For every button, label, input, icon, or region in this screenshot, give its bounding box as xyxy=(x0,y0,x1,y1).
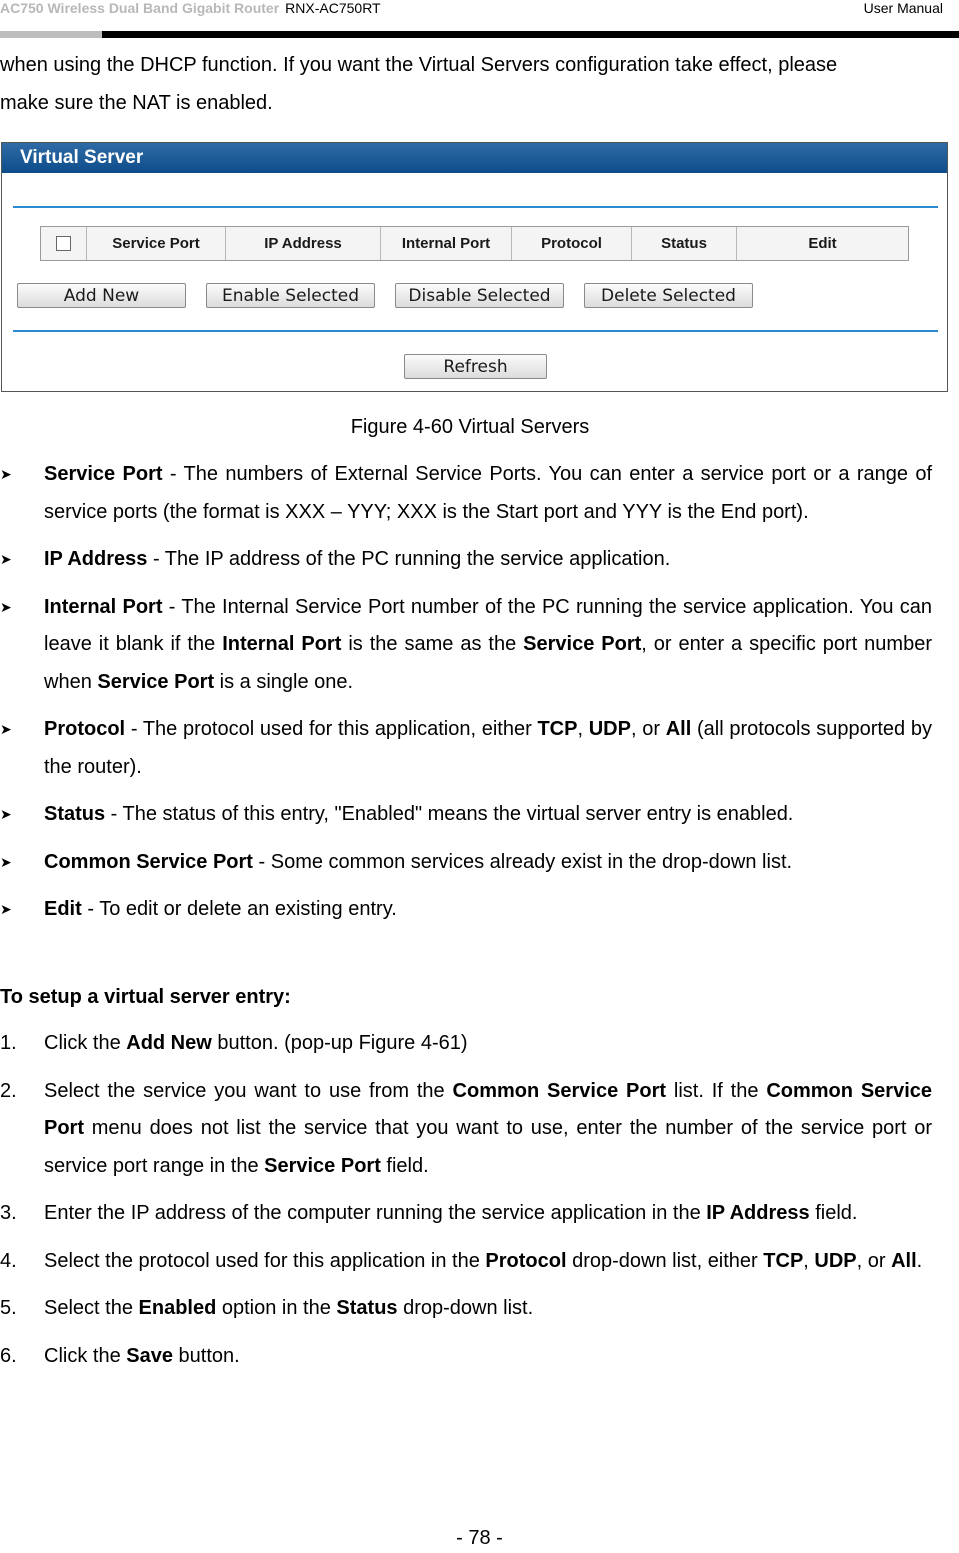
bullet-text: , xyxy=(577,718,589,740)
step-6 xyxy=(0,1338,932,1376)
bullet-arrow-icon: ➤ xyxy=(0,466,12,482)
bullet-arrow-icon: ➤ xyxy=(0,853,12,870)
step-emphasis: Service Port xyxy=(264,1154,381,1177)
step-emphasis: UDP xyxy=(814,1249,857,1272)
step-number: 1. xyxy=(0,1032,17,1054)
bullet-emphasis: Service Port xyxy=(523,633,642,655)
step-5 xyxy=(0,1290,932,1328)
bullet-term: Common Service Port xyxy=(44,850,253,873)
step-text: . xyxy=(916,1249,923,1272)
bullet-term: Protocol xyxy=(44,718,126,740)
header-bar xyxy=(102,31,959,38)
bullet-term: Status xyxy=(44,803,106,825)
step-emphasis: Status xyxy=(336,1297,398,1319)
bullet-ip-address xyxy=(0,541,932,579)
step-4 xyxy=(0,1243,932,1281)
column-service-port: Service Port xyxy=(87,227,226,260)
header-product-name: AC750 Wireless Dual Band Gigabit Router xyxy=(0,0,280,16)
bullet-term: Edit xyxy=(44,898,82,920)
page-number: - 78 - xyxy=(456,1527,503,1549)
bullet-internal-port xyxy=(0,589,932,702)
step-number: 5. xyxy=(0,1297,17,1319)
bullet-emphasis: Service Port xyxy=(97,670,215,693)
step-text: Select the xyxy=(44,1297,139,1319)
add-new-button[interactable]: Add New xyxy=(17,283,186,308)
column-ip-address: IP Address xyxy=(226,227,381,260)
step-text: field. xyxy=(380,1154,429,1177)
step-emphasis: Add New xyxy=(126,1032,212,1054)
intro-paragraph xyxy=(0,46,932,122)
figure-caption: Figure 4-60 Virtual Servers xyxy=(350,416,590,438)
step-emphasis: All xyxy=(891,1249,917,1272)
bullet-emphasis: UDP xyxy=(588,718,631,740)
intro-line-1: when using the DHCP function. If you want the Virtual Servers configuration take effect, please xyxy=(0,54,838,76)
step-emphasis: Enabled xyxy=(138,1297,217,1319)
divider-top xyxy=(13,206,938,208)
step-2 xyxy=(0,1073,932,1186)
bullet-text: is a single one. xyxy=(214,670,354,693)
bullet-common-service-port xyxy=(0,844,932,882)
bullet-arrow-icon: ➤ xyxy=(0,598,12,615)
step-emphasis: Common Service Port xyxy=(44,1079,932,1139)
header-manual: User Manual xyxy=(863,0,943,16)
bullet-text: - Some common services already exist in the drop-down list. xyxy=(252,850,793,873)
step-text: menu does not list the service that you want to use, enter the number of the service port or service port range in the xyxy=(44,1117,932,1177)
bullet-text: - The Internal Service Port number of the PC running the service application. You can leave it blank if the xyxy=(44,595,932,655)
bullet-text: - The numbers of External Service Ports. You can enter a service port or a range of service ports (the format is XXX – YYY; XXX is the Start port and YYY is the End port). xyxy=(44,463,932,523)
step-text: list. If the xyxy=(666,1079,767,1102)
step-text: , or xyxy=(856,1249,892,1272)
header-product xyxy=(0,0,381,16)
bullet-text: - The status of this entry, "Enabled" means the virtual server entry is enabled. xyxy=(105,803,794,825)
bullet-arrow-icon: ➤ xyxy=(0,806,12,822)
select-all-checkbox[interactable] xyxy=(56,236,71,251)
header-bar-accent xyxy=(0,31,102,38)
step-text: drop-down list. xyxy=(397,1297,534,1319)
enable-selected-button[interactable]: Enable Selected xyxy=(206,283,375,308)
bullet-status xyxy=(0,796,932,834)
bullet-text: - The IP address of the PC running the service application. xyxy=(147,548,671,570)
step-emphasis: Save xyxy=(126,1344,173,1367)
step-1 xyxy=(0,1025,932,1063)
field-descriptions xyxy=(0,456,932,939)
step-number: 6. xyxy=(0,1344,17,1367)
step-text: drop-down list, either xyxy=(566,1249,764,1272)
select-all-cell xyxy=(41,227,87,260)
bullet-text: is the same as the xyxy=(341,633,524,655)
column-edit: Edit xyxy=(808,235,837,252)
setup-steps xyxy=(0,1025,932,1385)
step-text: option in the xyxy=(216,1297,337,1319)
header-model: RNX-AC750RT xyxy=(285,0,381,16)
divider-bottom xyxy=(13,330,938,332)
refresh-button[interactable]: Refresh xyxy=(404,354,547,379)
step-text: Select the protocol used for this application in the xyxy=(44,1249,486,1272)
figure-title-bar xyxy=(2,143,947,173)
step-text: button. (pop-up Figure 4-61) xyxy=(211,1032,468,1054)
step-text: Click the xyxy=(44,1032,127,1054)
bullet-text: , or enter a specific port number when xyxy=(44,633,932,693)
bullet-arrow-icon: ➤ xyxy=(0,721,12,737)
step-number: 3. xyxy=(0,1202,17,1224)
bullet-emphasis: All xyxy=(665,718,692,740)
disable-selected-button[interactable]: Disable Selected xyxy=(395,283,564,308)
step-text: Enter the IP address of the computer running the service application in the xyxy=(44,1202,707,1224)
bullet-edit xyxy=(0,891,932,929)
step-emphasis: TCP xyxy=(763,1249,804,1272)
bullet-arrow-icon: ➤ xyxy=(0,551,12,567)
step-text: Select the service you want to use from the xyxy=(44,1079,453,1102)
virtual-server-table-header xyxy=(40,226,909,261)
delete-selected-button[interactable]: Delete Selected xyxy=(584,283,753,308)
bullet-protocol xyxy=(0,711,932,786)
step-emphasis: Common Service Port xyxy=(452,1079,667,1102)
bullet-text: (all protocols supported by the router). xyxy=(44,718,932,778)
step-number: 4. xyxy=(0,1249,17,1272)
bullet-text: , or xyxy=(630,718,666,740)
bullet-emphasis: Internal Port xyxy=(222,633,342,655)
column-protocol: Protocol xyxy=(512,227,632,260)
bullet-term: IP Address xyxy=(44,548,148,570)
bullet-text: - To edit or delete an existing entry. xyxy=(81,898,397,920)
step-number: 2. xyxy=(0,1079,17,1102)
setup-heading: To setup a virtual server entry: xyxy=(0,986,291,1008)
virtual-server-figure xyxy=(1,142,948,392)
bullet-service-port xyxy=(0,456,932,531)
bullet-text: - The protocol used for this application, either xyxy=(125,718,538,740)
step-text: Click the xyxy=(44,1344,127,1367)
bullet-arrow-icon: ➤ xyxy=(0,901,12,917)
step-text: field. xyxy=(809,1202,858,1224)
step-text: , xyxy=(803,1249,815,1272)
intro-line-2: make sure the NAT is enabled. xyxy=(0,92,273,114)
page-header xyxy=(0,0,959,40)
column-internal-port: Internal Port xyxy=(381,227,512,260)
bullet-term: Service Port xyxy=(44,463,163,485)
step-emphasis: IP Address xyxy=(706,1202,810,1224)
step-text: button. xyxy=(172,1344,240,1367)
bullet-term: Internal Port xyxy=(44,595,163,618)
step-3 xyxy=(0,1195,932,1233)
column-status: Status xyxy=(632,227,737,260)
bullet-emphasis: TCP xyxy=(537,718,578,740)
step-emphasis: Protocol xyxy=(485,1249,567,1272)
figure-title: Virtual Server xyxy=(20,147,144,168)
